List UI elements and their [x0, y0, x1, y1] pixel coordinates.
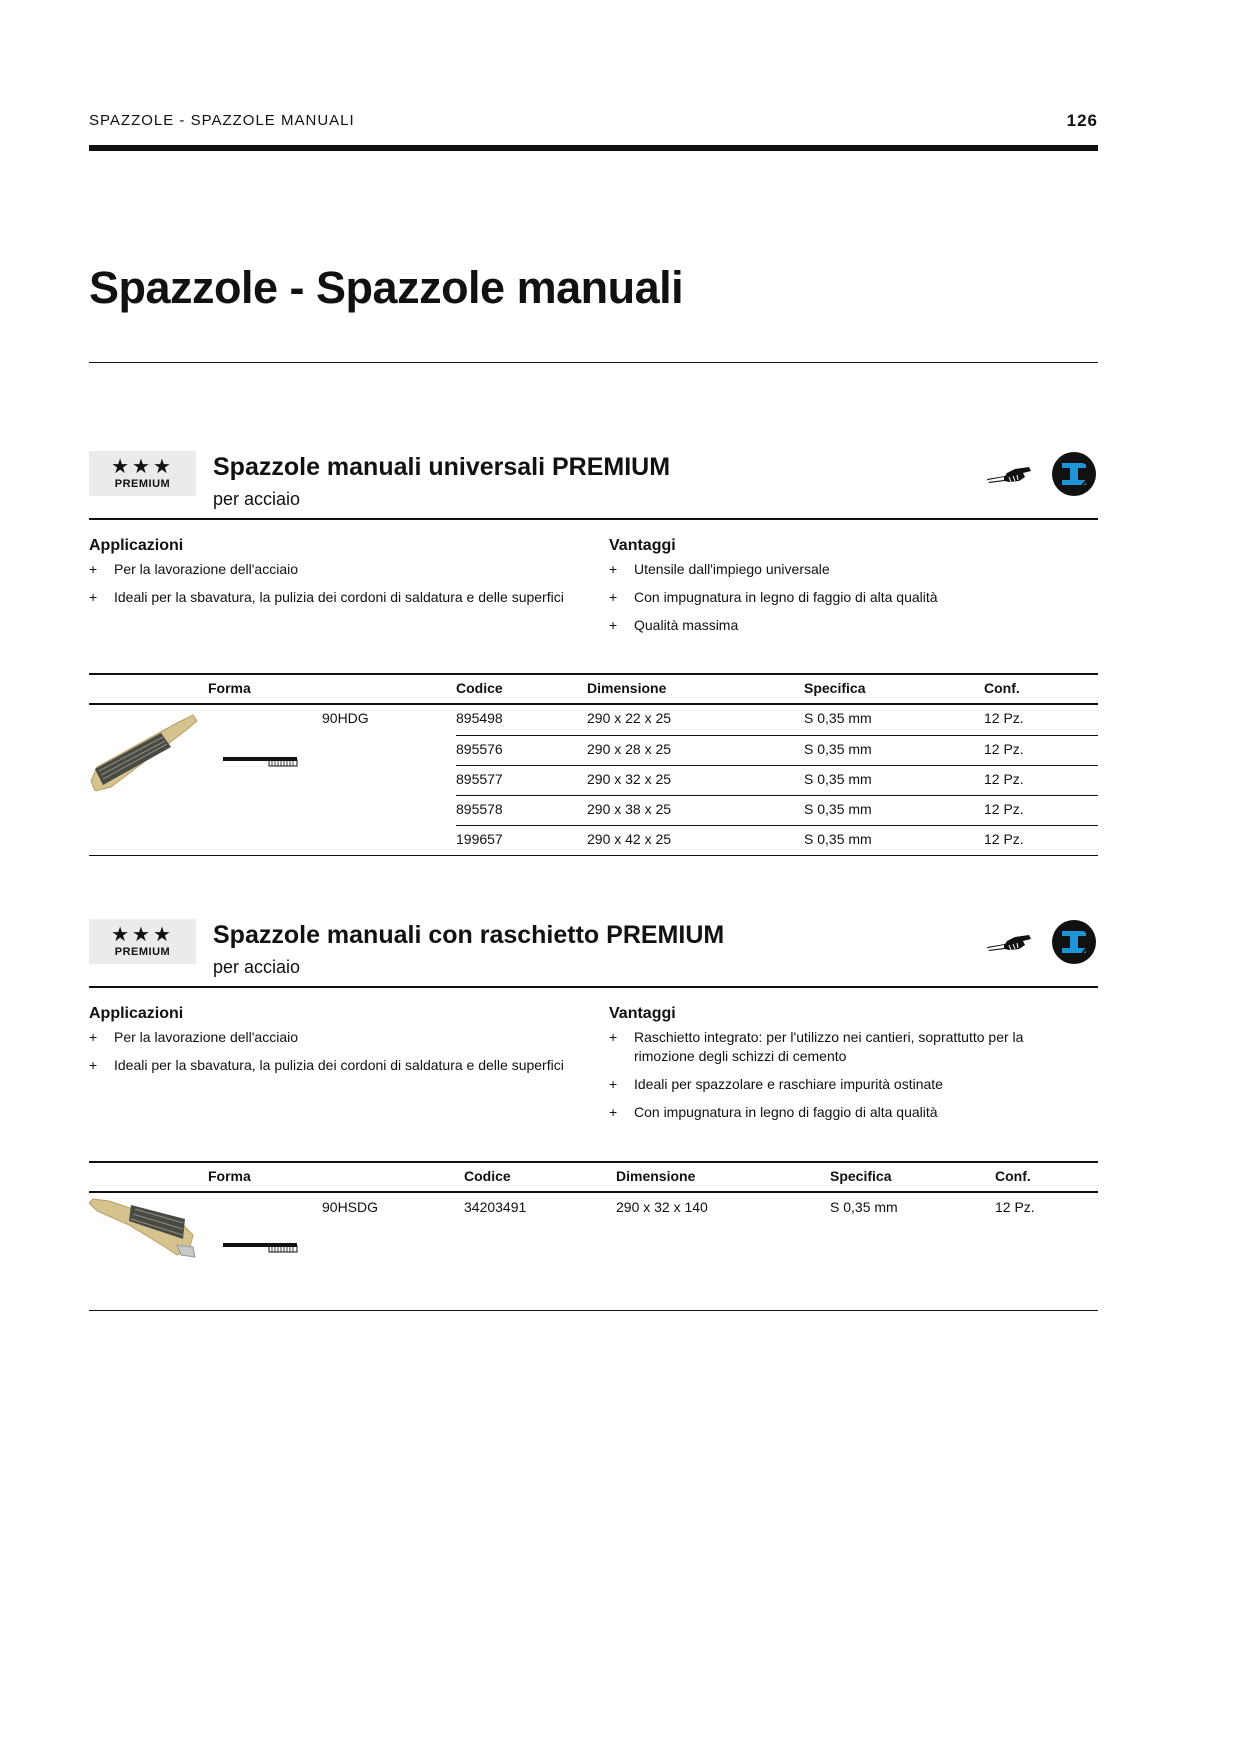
cell-dimensione: 290 x 38 x 25 — [587, 801, 672, 817]
col-specifica: Specifica — [804, 680, 866, 696]
section-subtitle: per acciaio — [213, 489, 301, 509]
hand-tool-icon — [985, 927, 1033, 955]
list-item: + Con impugnatura in legno di faggio di alta qualità — [609, 589, 938, 605]
page-number: 126 — [1066, 111, 1098, 130]
table-bottom-rule — [89, 855, 1098, 856]
forma-code: 90HSDG — [322, 1199, 379, 1215]
section-divider — [89, 518, 1098, 520]
table-top-rule — [89, 1161, 1098, 1163]
plus-icon: + — [609, 1104, 618, 1120]
row-divider — [456, 735, 1098, 736]
list-item: + Ideali per la sbavatura, la pulizia dei cordoni di saldatura e delle superfici — [89, 1057, 564, 1073]
list-item: + Raschietto integrato: per l'utilizzo nei cantieri, soprattutto per la rimozione degli schizzi di cemento — [609, 1029, 1024, 1064]
product-table — [89, 673, 1098, 863]
list-item: + Utensile dall'impiego universale — [609, 561, 830, 577]
product-section-scraper — [89, 919, 1098, 1319]
plus-icon: + — [609, 1076, 618, 1092]
cell-specifica: S 0,35 mm — [804, 710, 872, 726]
col-conf: Conf. — [995, 1168, 1031, 1184]
header-bar — [89, 145, 1098, 151]
plus-icon: + — [609, 589, 618, 605]
cell-dimensione: 290 x 28 x 25 — [587, 741, 672, 757]
premium-badge — [89, 451, 196, 496]
plus-icon: + — [89, 1029, 98, 1045]
section-title: Spazzole manuali con raschietto PREMIUM — [213, 921, 725, 949]
cell-specifica: S 0,35 mm — [830, 1199, 898, 1215]
product-table — [89, 1161, 1098, 1321]
cell-conf: 12 Pz. — [984, 710, 1024, 726]
cell-conf: 12 Pz. — [984, 801, 1024, 817]
badge-label: PREMIUM — [114, 946, 171, 958]
cell-dimensione: 290 x 42 x 25 — [587, 831, 672, 847]
table-bottom-rule — [89, 1310, 1098, 1311]
table-header-rule — [89, 1191, 1098, 1193]
cell-dimensione: 290 x 32 x 25 — [587, 771, 672, 787]
cell-dimensione: 290 x 22 x 25 — [587, 710, 672, 726]
page-title: Spazzole - Spazzole manuali — [89, 262, 684, 313]
applicazioni-heading: Applicazioni — [89, 1005, 184, 1022]
plus-icon: + — [89, 1057, 98, 1073]
plus-icon: + — [609, 1029, 618, 1045]
applicazioni-heading: Applicazioni — [89, 537, 184, 554]
col-codice: Codice — [456, 680, 503, 696]
cell-conf: 12 Pz. — [995, 1199, 1035, 1215]
cell-conf: 12 Pz. — [984, 741, 1024, 757]
cell-specifica: S 0,35 mm — [804, 771, 872, 787]
plus-icon: + — [609, 561, 618, 577]
section-title: Spazzole manuali universali PREMIUM — [213, 453, 671, 481]
col-conf: Conf. — [984, 680, 1020, 696]
forma-code: 90HDG — [322, 710, 369, 726]
badge-stars: ★★★ — [111, 922, 174, 946]
cell-codice: 895577 — [456, 771, 503, 787]
col-codice: Codice — [464, 1168, 511, 1184]
list-item: + Per la lavorazione dell'acciaio — [89, 561, 298, 577]
vantaggi-heading: Vantaggi — [609, 1005, 676, 1022]
cell-specifica: S 0,35 mm — [804, 741, 872, 757]
premium-badge — [89, 919, 196, 964]
vantaggi-list — [609, 560, 1079, 644]
wire-brush-scraper-image — [89, 1195, 199, 1261]
plus-icon: + — [89, 589, 98, 605]
list-item: + Ideali per spazzolare e raschiare impurità ostinate — [609, 1076, 943, 1092]
brush-profile-drawing — [223, 755, 299, 767]
col-forma: Forma — [208, 680, 251, 696]
product-section-universal — [89, 451, 1098, 861]
cell-codice: 895578 — [456, 801, 503, 817]
list-item: + Con impugnatura in legno di faggio di alta qualità — [609, 1104, 938, 1120]
section-subtitle: per acciaio — [213, 957, 301, 977]
list-item: + Qualità massima — [609, 617, 739, 633]
cell-conf: 12 Pz. — [984, 831, 1024, 847]
col-specifica: Specifica — [830, 1168, 892, 1184]
brush-profile-drawing — [223, 1241, 299, 1253]
row-divider — [456, 795, 1098, 796]
cell-specifica: S 0,35 mm — [804, 801, 872, 817]
vantaggi-list — [609, 1028, 1059, 1131]
section-divider — [89, 986, 1098, 988]
badge-label: PREMIUM — [114, 478, 171, 490]
row-divider — [456, 765, 1098, 766]
col-forma: Forma — [208, 1168, 251, 1184]
cell-dimensione: 290 x 32 x 140 — [616, 1199, 708, 1215]
col-dimensione: Dimensione — [587, 680, 667, 696]
wire-brush-image — [89, 711, 199, 791]
cell-codice: 34203491 — [464, 1199, 527, 1215]
table-header-rule — [89, 703, 1098, 705]
table-top-rule — [89, 673, 1098, 675]
plus-icon: + — [609, 617, 618, 633]
cell-codice: 199657 — [456, 831, 503, 847]
hand-tool-icon — [985, 459, 1033, 487]
cell-conf: 12 Pz. — [984, 771, 1024, 787]
row-divider — [456, 825, 1098, 826]
plus-icon: + — [89, 561, 98, 577]
page-header — [89, 112, 1098, 152]
title-divider — [89, 362, 1098, 363]
steel-beam-icon — [1051, 451, 1097, 497]
badge-stars: ★★★ — [111, 454, 174, 478]
cell-codice: 895576 — [456, 741, 503, 757]
steel-beam-icon — [1051, 919, 1097, 965]
applicazioni-list — [89, 560, 589, 616]
cell-codice: 895498 — [456, 710, 503, 726]
cell-specifica: S 0,35 mm — [804, 831, 872, 847]
applicazioni-list — [89, 1028, 589, 1084]
list-item: + Per la lavorazione dell'acciaio — [89, 1029, 298, 1045]
col-dimensione: Dimensione — [616, 1168, 696, 1184]
breadcrumb: SPAZZOLE - SPAZZOLE MANUALI — [89, 112, 355, 129]
list-item: + Ideali per la sbavatura, la pulizia dei cordoni di saldatura e delle superfici — [89, 589, 564, 605]
vantaggi-heading: Vantaggi — [609, 537, 676, 554]
